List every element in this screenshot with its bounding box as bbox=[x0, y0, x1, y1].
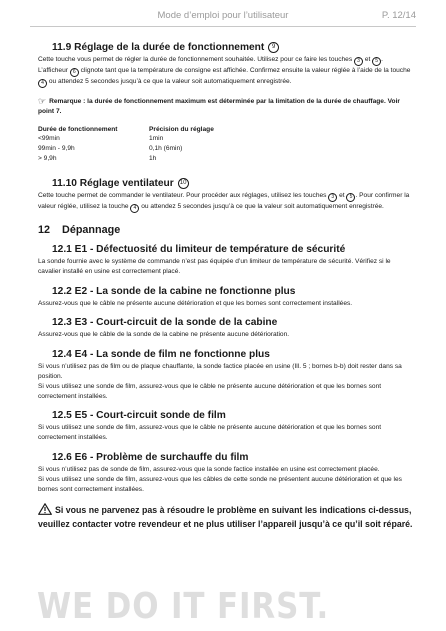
section-e2-title: 12.2 E2 - La sonde de la cabine ne fonctionne plus bbox=[52, 285, 296, 297]
section-11-9-text: Cette touche vous permet de régler la durée de fonctionnement souhaitée. Utilisez pour ce faire les touches 3 et 5 . L’afficheur 6 clignote tant que la température de consigne est affichée. Confirmez ensuite la valeur réglée à l’aide de la touche 4 ou attendez 5 secondes jusqu’à ce que la valeur soit automatiquement enregistrée. bbox=[38, 56, 411, 87]
section-11-10-text: Cette touche permet de commander le ventilateur. Pour procéder aux réglages, utilisez les touches 3 et 5 . Pour confirmer la valeur réglée, utilisez la touche 4 ou attendez 5 secondes jusqu’à ce que la valeur soit automatiquement enregistrée. bbox=[38, 191, 410, 211]
section-e4-text-2: Si vous utilisez une sonde de film, assurez-vous que le câble ne présente aucune détérioration et que les bornes sont correctement installées. bbox=[38, 382, 382, 400]
section-e5-text: Si vous utilisez une sonde de film, assurez-vous que le câble ne présente aucune détérioration et que les bornes sont correctement installées. bbox=[38, 424, 382, 442]
table-row: <99min 1min bbox=[38, 134, 164, 142]
display-6-icon: 6 bbox=[70, 68, 79, 77]
section-e4-title: 12.4 E4 - La sonde de film ne fonctionne plus bbox=[52, 349, 270, 361]
duration-precision-table bbox=[38, 126, 214, 165]
key-4-icon: 4 bbox=[130, 204, 139, 213]
section-e2-text: Assurez-vous que le câble ne présente aucune détérioration et que les bornes sont correctement installées. bbox=[38, 299, 353, 307]
header-divider bbox=[30, 26, 416, 27]
section-e6-text-1: Si vous n’utilisez pas de sonde de film, assurez-vous que la sonde factice installée en usine est correctement placée. bbox=[38, 465, 380, 473]
key-10-icon: 10 bbox=[178, 178, 189, 189]
key-9-icon: 9 bbox=[268, 42, 279, 53]
key-4-icon: 4 bbox=[38, 79, 47, 88]
section-e3-title: 12.3 E3 - Court-circuit de la sonde de la cabine bbox=[52, 317, 278, 329]
section-11-10-title: 11.10 Réglage ventilateur 10 bbox=[52, 178, 414, 189]
pointing-hand-icon: ☞ bbox=[38, 96, 47, 107]
table-row: > 9,9h 1h bbox=[38, 154, 157, 162]
key-5-icon: 5 bbox=[372, 57, 381, 66]
key-3-icon: 3 bbox=[354, 57, 363, 66]
section-e5-title: 12.5 E5 - Court-circuit sonde de film bbox=[52, 410, 226, 422]
warning-triangle-icon bbox=[38, 503, 52, 519]
section-12-title: 12 Dépannage bbox=[38, 223, 121, 236]
brand-slogan: WE DO IT FIRST. bbox=[37, 586, 330, 627]
key-5-icon: 5 bbox=[346, 193, 355, 202]
section-e3-text: Assurez-vous que le câble de la sonde de la cabine ne présente aucune détérioration. bbox=[38, 331, 290, 339]
key-3-icon: 3 bbox=[328, 193, 337, 202]
table-header-precision: Précision du réglage bbox=[149, 125, 214, 133]
page-header bbox=[0, 10, 446, 24]
section-11-9-title: 11.9 Réglage de la durée de fonctionnement 9 bbox=[52, 42, 414, 53]
table-row: 99min - 9,9h 0,1h (6min) bbox=[38, 144, 183, 152]
section-e1-title: 12.1 E1 - Défectuosité du limiteur de température de sécurité bbox=[52, 243, 346, 255]
section-e6-text-2: Si vous utilisez une sonde de film, assurez-vous que les câbles de cette sonde ne présentent aucune détérioration et que les bornes sont correctement installées. bbox=[38, 475, 402, 493]
warning-note: Si vous ne parvenez pas à résoudre le problème en suivant les indications ci-dessus, veuillez contacter votre revendeur et ne plus utiliser l’appareil jusqu’à ce qu’il soit réparé. bbox=[38, 505, 413, 529]
header-title: Mode d’emploi pour l’utilisateur bbox=[157, 10, 289, 21]
section-e1-text: La sonde fournie avec le système de commande n’est pas équipée d’un limiteur de température de sécurité. Vérifiez si le cavalier installé en usine est correctement placé. bbox=[38, 257, 391, 275]
page-content bbox=[38, 42, 414, 530]
table-header-duration: Durée de fonctionnement bbox=[38, 125, 118, 133]
page-number: P. 12/14 bbox=[381, 10, 416, 21]
section-e6-title: 12.6 E6 - Problème de surchauffe du film bbox=[52, 451, 249, 463]
remark-note: ☞ Remarque : la durée de fonctionnement maximum est déterminée par la limitation de la durée de chauffage. Voir point 7. bbox=[38, 96, 400, 115]
section-e4-text-1: Si vous n’utilisez pas de film ou de plaque chauffante, la sonde factice placée en usine (Ill. 5 ; bornes b-b) doit rester dans sa position. bbox=[38, 363, 402, 380]
